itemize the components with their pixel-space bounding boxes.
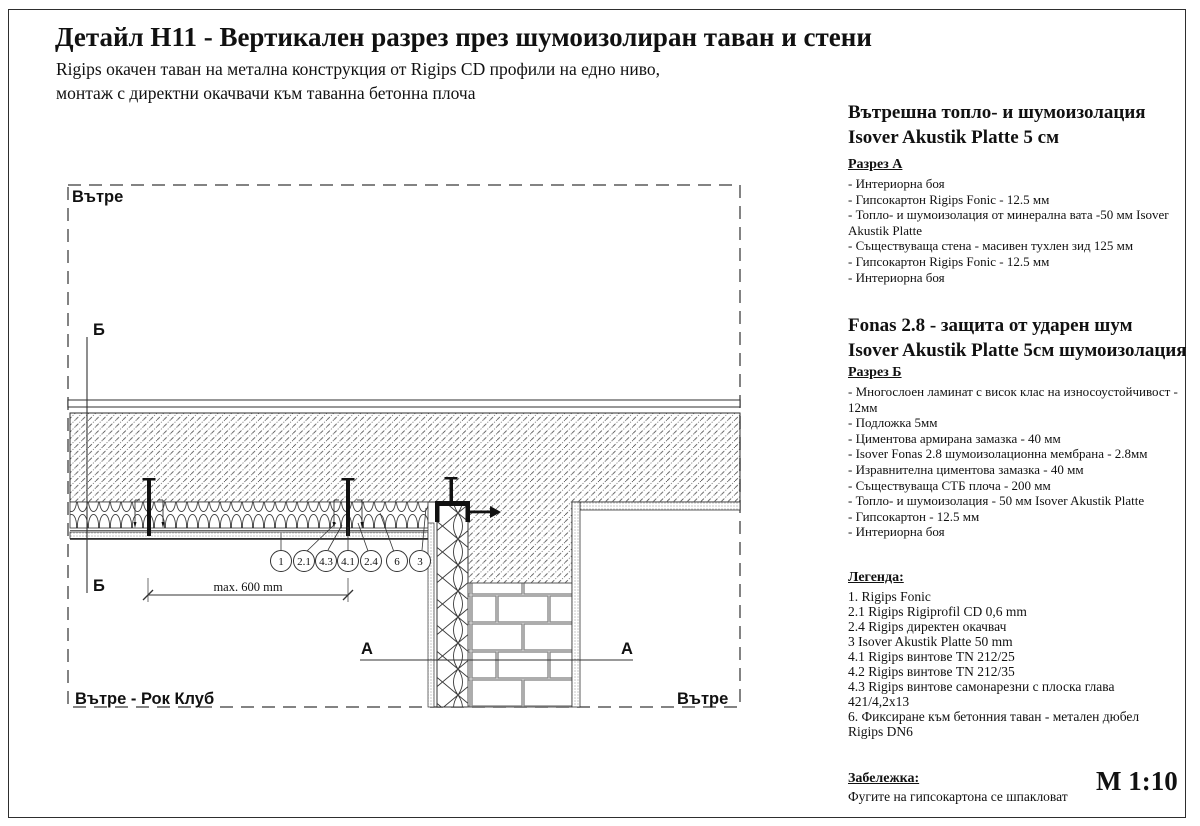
panel-b-item: - Подложка 5мм	[848, 415, 938, 431]
label-inside-bottom-right: Вътре	[677, 690, 729, 708]
label-section-a-right: А	[621, 640, 633, 658]
panel-b-section-label: Разрез Б	[848, 365, 902, 380]
dimension-label: max. 600 mm	[213, 580, 283, 594]
page-subtitle-line1: Rigips окачен таван на метална конструкция от Rigips CD профили на едно ниво,	[56, 59, 661, 79]
wall-gypsum-left	[428, 523, 434, 707]
panel-b-item: - Съществуваща СТБ плоча - 200 мм	[848, 477, 1051, 493]
label-section-b-top: Б	[93, 321, 105, 339]
panel-b-item: - Изравнителна циментова замазка - 40 мм	[848, 461, 1084, 477]
floor-band	[68, 400, 740, 407]
legend-item: 2.4 Rigips директен окачвач	[848, 619, 1007, 634]
section-drawing	[55, 175, 755, 735]
legend-item: 4.2 Rigips винтове TN 212/35	[848, 664, 1015, 679]
note-text: Фугите на гипсокартона се шпакловат	[848, 789, 1068, 804]
callout-3: 3	[417, 556, 423, 568]
callout-4-1: 4.1	[341, 556, 355, 568]
panel-b-item: - Топло- и шумоизолация - 50 мм Isover Akustik Platte	[848, 493, 1145, 509]
scale-label: М 1:10	[1096, 766, 1178, 796]
panel-b-item: - Интериорна боя	[848, 524, 945, 540]
legend-item: 4.1 Rigips винтове TN 212/25	[848, 649, 1015, 664]
callout-circles	[271, 551, 431, 572]
panel-b-item: - Гипсокартон - 12.5 мм	[848, 508, 980, 524]
label-inside-bottom-left: Вътре - Рок Клуб	[75, 690, 215, 708]
panel-b-title-line1: Fonas 2.8 - защита от ударен шум	[848, 315, 1133, 336]
gypsum-board-ceiling	[70, 532, 428, 539]
legend-item: 6. Фиксиране към бетонния таван - метален дюбел Rigips DN6	[848, 709, 1140, 739]
panel-b-item: - Циментова армирана замазка - 40 мм	[848, 430, 1061, 446]
callout-1: 1	[278, 556, 284, 568]
panel-b	[848, 313, 1187, 540]
panel-a-item: - Топло- и шумоизолация от минерална вата -50 мм Isover Akustik Platte	[848, 207, 1169, 238]
panel-b-items	[848, 384, 1184, 540]
panel-a-item: - Гипсокартон Rigips Fonic - 12.5 мм	[848, 191, 1050, 207]
label-section-a-left: А	[361, 640, 373, 658]
callout-2-4: 2.4	[364, 556, 378, 568]
wall-gypsum-right	[572, 502, 580, 707]
wall-insulation	[437, 503, 468, 707]
panel-b-item: - Isover Fonas 2.8 шумоизолационна мембрана - 2.8мм	[848, 446, 1148, 462]
panel-a-item: - Интериорна боя	[848, 176, 945, 191]
panel-a-title-line2: Isover Akustik Platte 5 см	[848, 127, 1060, 148]
panel-a	[848, 100, 1184, 285]
gypsum-board-right-ceiling	[580, 502, 740, 510]
legend-title: Легенда:	[848, 570, 904, 585]
legend-items	[848, 589, 1168, 739]
panel-a-section-label: Разрез А	[848, 157, 903, 172]
panel-a-items	[848, 176, 1184, 285]
brick-wall	[468, 583, 572, 707]
legend-item: 2.1 Rigips Rigiprofil CD 0,6 mm	[848, 604, 1027, 619]
legend-item: 1. Rigips Fonic	[848, 589, 931, 604]
note-title: Забележка:	[848, 771, 920, 786]
panel-a-item: - Интериорна боя	[848, 269, 945, 285]
page-subtitle	[56, 57, 660, 105]
panel-a-item: - Съществуваща стена - масивен тухлен зид 125 мм	[848, 238, 1134, 254]
label-inside-top: Вътре	[72, 188, 124, 206]
legend-item: 3 Isover Akustik Platte 50 mm	[848, 634, 1013, 649]
legend-item: 4.3 Rigips винтове самонарезни с плоска глава 421/4,2x13	[848, 679, 1115, 709]
callout-6: 6	[394, 556, 400, 568]
mineral-wool-ceiling	[70, 502, 428, 528]
legend	[848, 570, 1184, 739]
callout-2-1: 2.1	[297, 556, 311, 568]
panel-a-item: - Гипсокартон Rigips Fonic - 12.5 мм	[848, 253, 1050, 269]
callout-4-3: 4.3	[319, 556, 333, 568]
label-section-b-bottom: Б	[93, 577, 105, 595]
page-subtitle-line2: монтаж с директни окачвачи към таванна бетонна плоча	[56, 83, 476, 103]
page-title: Детайл Н11 - Вертикален разрез през шумоизолиран таван и стени	[55, 22, 872, 52]
panel-b-title-line2: Isover Akustik Platte 5см шумоизолация	[848, 340, 1187, 361]
panel-a-title-line1: Вътрешна топло- и шумоизолация	[848, 102, 1146, 123]
panel-b-item: - Многослоен ламинат с висок клас на износоустойчивост - 12мм	[848, 384, 1178, 415]
